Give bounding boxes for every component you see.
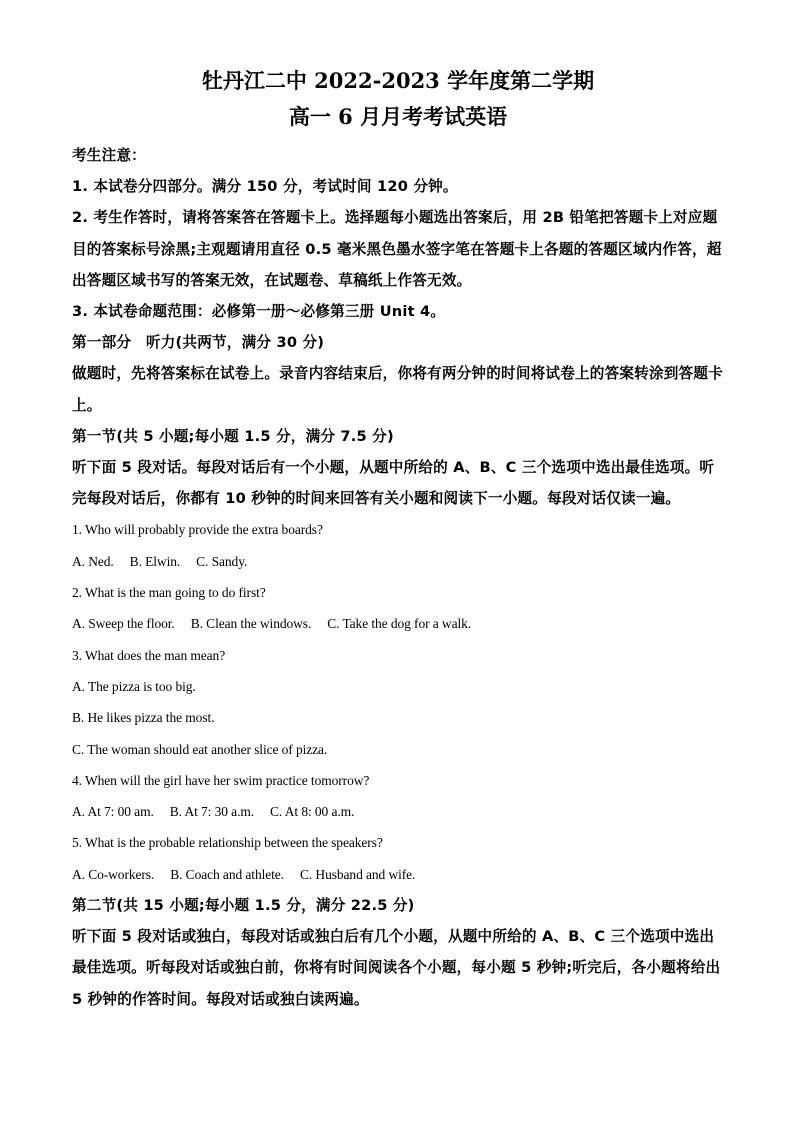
option-a: A. At 7: 00 am. — [72, 804, 154, 820]
option-a: A. Co-workers. — [72, 866, 155, 882]
options-row — [72, 546, 724, 577]
part1-heading: 第一部分 听力(共两节，满分 30 分) — [72, 334, 325, 352]
notice-heading: 考生注意： — [72, 147, 146, 164]
question-4 — [72, 765, 724, 828]
section1-heading: 第一节(共 5 小题;每小题 1.5 分，满分 7.5 分) — [72, 427, 394, 445]
option-c: C. Husband and wife. — [299, 866, 416, 882]
question-2 — [72, 577, 724, 640]
question-1 — [72, 514, 724, 577]
options-row — [72, 608, 724, 639]
options-row — [72, 796, 724, 827]
option-b: B. Elwin. — [129, 553, 181, 569]
exam-title-line1: 牡丹江二中 2022-2023 学年度第二学期 — [201, 68, 595, 93]
option-a: A. The pizza is too big. — [72, 678, 196, 694]
option-a: A. Sweep the floor. — [72, 616, 175, 632]
part1-instructions: 做题时，先将答案标在试卷上。录音内容结束后，你将有两分钟的时间将试卷上的答案转涂到答题卡上。 — [72, 365, 723, 414]
option-a: A. Ned. — [72, 553, 114, 569]
notice-item-2: 2. 考生作答时，请将答案答在答题卡上。选择题每小题选出答案后，用 2B 铅笔把答题卡上对应题目的答案标号涂黑;主观题请用直径 0.5 毫米黑色墨水签字笔在答题卡上各题的答题区域内作答，超出答题区域书写的答案无效，在试题卷、草稿纸上作答无效。 — [72, 209, 722, 289]
option-c: C. The woman should eat another slice of pizza. — [72, 741, 328, 757]
question-stem: 3. What does the man mean? — [72, 647, 226, 663]
notice-item-1: 1. 本试卷分四部分。满分 150 分，考试时间 120 分钟。 — [72, 178, 458, 196]
notice-item-3: 3. 本试卷命题范围：必修第一册～必修第三册 Unit 4。 — [72, 303, 446, 321]
option-b: B. He likes pizza the most. — [72, 710, 215, 726]
options-row — [72, 859, 724, 890]
option-c: C. Take the dog for a walk. — [327, 616, 472, 632]
question-5 — [72, 827, 724, 890]
section2-heading: 第二节(共 15 小题;每小题 1.5 分，满分 22.5 分) — [72, 897, 415, 914]
question-stem: 1. Who will probably provide the extra boards? — [72, 522, 323, 538]
option-b: B. At 7: 30 a.m. — [169, 804, 255, 820]
question-3 — [72, 640, 724, 765]
question-stem: 2. What is the man going to do first? — [72, 585, 266, 601]
section1-instructions: 听下面 5 段对话。每段对话后有一个小题，从题中所给的 A、B、C 三个选项中选出最佳选项。听完每段对话后，你都有 10 秒钟的时间来回答有关小题和阅读下一小题。每段对话仅读一遍。 — [72, 459, 715, 508]
option-b: B. Clean the windows. — [190, 616, 312, 632]
section2-instructions: 听下面 5 段对话或独白，每段对话或独白后有几个小题，从题中所给的 A、B、C 三个选项中选出最佳选项。听每段对话或独白前，你将有时间阅读各个小题，每小题 5 秒钟;听完后，各小题将给出 5 秒钟的作答时间。每段对话或独白读两遍。 — [72, 928, 721, 1008]
exam-title-line2: 高一 6 月月考考试英语 — [288, 104, 508, 129]
option-b: B. Coach and athlete. — [170, 866, 284, 882]
option-c: C. Sandy. — [196, 553, 248, 569]
question-stem: 5. What is the probable relationship between the speakers? — [72, 835, 383, 851]
exam-page — [72, 64, 724, 1015]
question-stem: 4. When will the girl have her swim practice tomorrow? — [72, 772, 370, 788]
option-c: C. At 8: 00 a.m. — [270, 804, 355, 820]
